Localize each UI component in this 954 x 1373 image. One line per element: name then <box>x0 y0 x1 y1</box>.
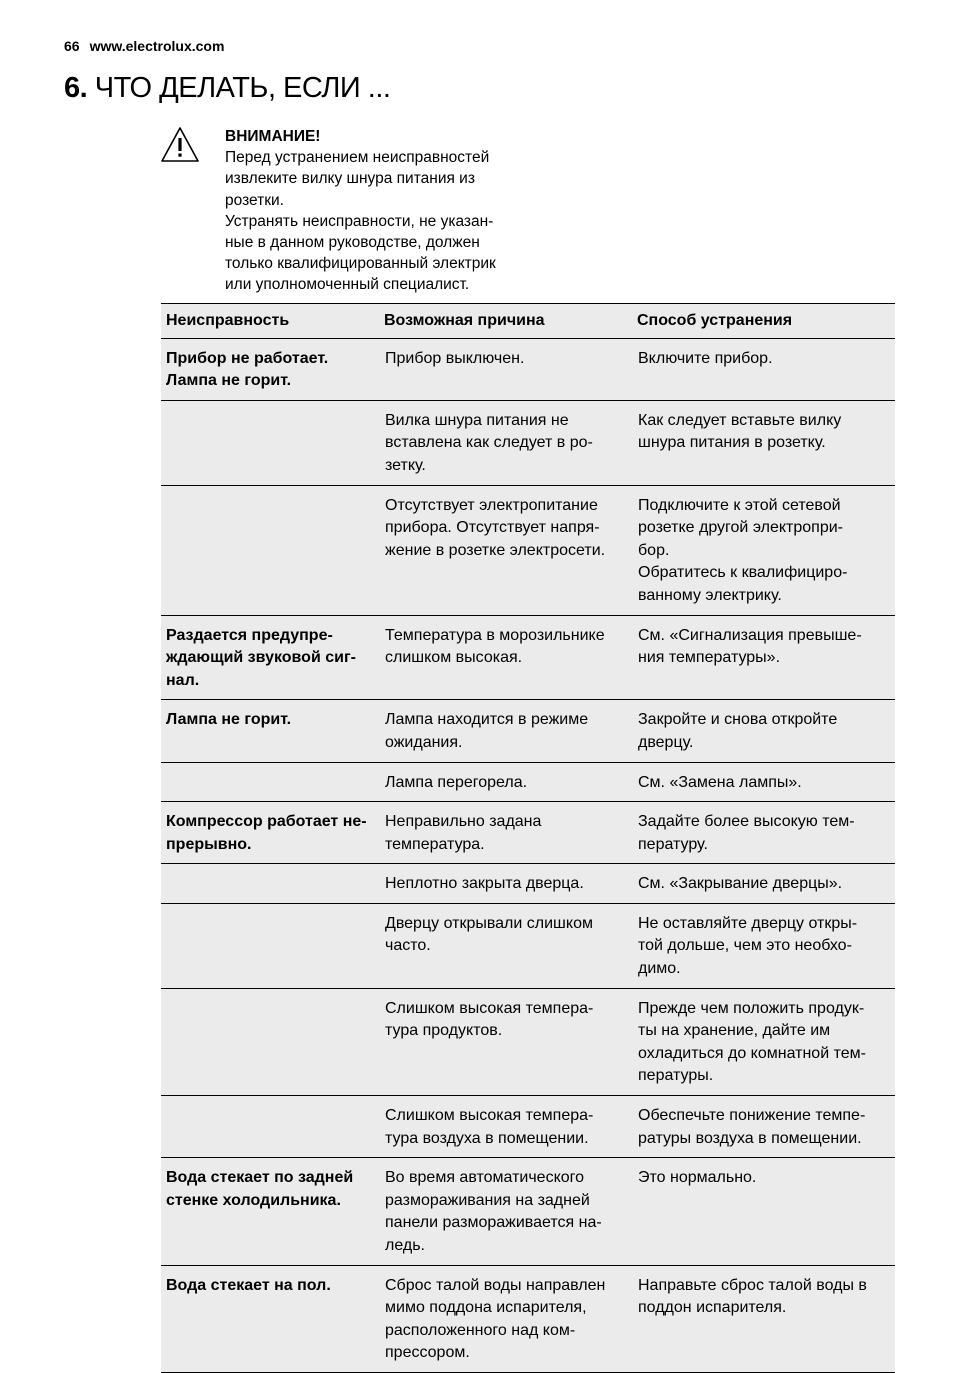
warning-paragraph <box>225 147 525 211</box>
cell-line: поддон испарителя. <box>638 1299 787 1317</box>
table-row <box>161 762 895 802</box>
cell-cause <box>379 338 632 400</box>
cell-cause <box>379 988 632 1095</box>
cell-line: зетку. <box>385 456 426 474</box>
cell-line: тура продуктов. <box>385 1022 503 1040</box>
cell-cause <box>379 700 632 762</box>
cell-line: прессором. <box>385 1344 470 1362</box>
cell-line: Слишком высокая темпера- <box>385 1107 594 1125</box>
cell-problem <box>161 903 379 988</box>
cell-problem <box>161 338 379 400</box>
table-row <box>161 485 895 615</box>
cell-line: стенке холодильника. <box>166 1191 341 1209</box>
cell-problem <box>161 762 379 802</box>
cell-cause <box>379 1096 632 1158</box>
warning-line: только квалифицированный электрик <box>225 255 496 273</box>
section-number: 6. <box>64 72 88 104</box>
cell-cause <box>379 762 632 802</box>
cell-cause <box>379 1158 632 1265</box>
table-row <box>161 864 895 904</box>
cell-line: См. «Замена лампы». <box>638 773 802 791</box>
cell-problem <box>161 400 379 485</box>
warning-line: или уполномоченный специалист. <box>225 276 470 294</box>
cell-problem <box>161 802 379 864</box>
cell-line: ждающий звуковой сиг- <box>166 649 356 667</box>
warning-text <box>225 126 525 296</box>
cell-line: вставлена как следует в ро- <box>385 434 593 452</box>
cell-solution <box>632 864 895 904</box>
cell-line: расположенного над ком- <box>385 1321 576 1339</box>
warning-paragraph <box>225 211 525 296</box>
table-row <box>161 1158 895 1265</box>
cell-line: Прежде чем положить продук- <box>638 999 865 1017</box>
cell-line: жение в розетке электросети. <box>385 541 606 559</box>
cell-line: Не оставляйте дверцу откры- <box>638 914 858 932</box>
cell-line: Подключите к этой сетевой <box>638 496 841 514</box>
cell-problem <box>161 1096 379 1158</box>
cell-line: Лампа перегорела. <box>385 773 528 791</box>
cell-line: Слишком высокая темпера- <box>385 999 594 1017</box>
cell-line: ледь. <box>385 1237 425 1254</box>
cell-problem <box>161 485 379 615</box>
warning-line: ные в данном руководстве, должен <box>225 234 480 252</box>
cell-line: Лампа не горит. <box>166 711 292 729</box>
cell-line: мимо поддона испарителя, <box>385 1299 587 1317</box>
cell-line: Направьте сброс талой воды в <box>638 1276 867 1294</box>
cell-solution <box>632 903 895 988</box>
cell-line: розетке другой электропри- <box>638 519 843 537</box>
cell-line: Как следует вставьте вилку <box>638 411 842 429</box>
warning-heading: ВНИМАНИЕ! <box>225 128 321 145</box>
cell-solution <box>632 485 895 615</box>
page-number: 66 <box>64 38 80 54</box>
table-body <box>161 338 895 1372</box>
cell-line: часто. <box>385 937 431 955</box>
section-title-text: ЧТО ДЕЛАТЬ, ЕСЛИ ... <box>94 72 391 104</box>
cell-solution <box>632 615 895 700</box>
warning-triangle-icon <box>160 126 200 164</box>
cell-line: Прибор не работает. <box>166 349 329 367</box>
cell-solution <box>632 1265 895 1372</box>
cell-line: Вилка шнура питания не <box>385 411 569 429</box>
header-problem: Неисправность <box>161 304 379 339</box>
cell-problem <box>161 615 379 700</box>
cell-cause <box>379 485 632 615</box>
warning-line: извлеките вилку шнура питания из <box>225 170 475 188</box>
table-row <box>161 700 895 762</box>
cell-line: слишком высокая. <box>385 649 523 667</box>
cell-line: той дольше, чем это необхо- <box>638 937 852 955</box>
cell-line: Закройте и снова откройте <box>638 711 838 729</box>
header-solution: Способ устранения <box>632 304 895 339</box>
cell-cause <box>379 1265 632 1372</box>
cell-problem <box>161 1265 379 1372</box>
cell-line: температура. <box>385 835 485 853</box>
cell-solution <box>632 400 895 485</box>
warning-line: Перед устранением неисправностей <box>225 149 490 167</box>
cell-line: панели размораживается на- <box>385 1214 602 1232</box>
cell-line: шнура питания в розетку. <box>638 434 826 452</box>
cell-problem <box>161 988 379 1095</box>
cell-line: Дверцу открывали слишком <box>385 914 593 932</box>
cell-solution <box>632 1096 895 1158</box>
website-link[interactable]: www.electrolux.com <box>89 38 225 54</box>
cell-problem <box>161 700 379 762</box>
header-cause: Возможная причина <box>379 304 632 339</box>
cell-line: Сброс талой воды направлен <box>385 1276 606 1294</box>
cell-line: Обратитесь к квалифициро- <box>638 564 848 582</box>
cell-line: Отсутствует электропитание <box>385 496 598 514</box>
cell-line: дверцу. <box>638 733 694 751</box>
cell-cause <box>379 615 632 700</box>
cell-line: Вода стекает по задней <box>166 1169 354 1187</box>
cell-line: пературы. <box>638 1067 714 1085</box>
table-row <box>161 802 895 864</box>
cell-problem <box>161 864 379 904</box>
cell-line: Неплотно закрыта дверца. <box>385 875 584 893</box>
cell-line: Температура в морозильнике <box>385 626 605 644</box>
cell-line: Неправильно задана <box>385 813 542 831</box>
cell-line: См. «Закрывание дверцы». <box>638 875 843 893</box>
troubleshooting-table <box>161 303 895 1373</box>
page-header <box>64 38 224 54</box>
cell-line: Во время автоматического <box>385 1169 585 1187</box>
cell-solution <box>632 802 895 864</box>
cell-problem <box>161 1158 379 1265</box>
cell-line: Задайте более высокую тем- <box>638 813 855 831</box>
cell-solution <box>632 762 895 802</box>
section-title <box>64 72 390 105</box>
cell-line: См. «Сигнализация превыше- <box>638 626 862 644</box>
cell-solution <box>632 700 895 762</box>
warning-line: Устранять неисправности, не указан- <box>225 212 494 230</box>
table-row <box>161 615 895 700</box>
cell-line: Обеспечьте понижение темпе- <box>638 1107 866 1125</box>
cell-line: ты на хранение, дайте им <box>638 1022 831 1040</box>
cell-line: Компрессор работает не- <box>166 813 367 831</box>
cell-line: пературу. <box>638 835 708 853</box>
cell-line: Раздается предупре- <box>166 626 333 644</box>
cell-line: прибора. Отсутствует напря- <box>385 519 600 537</box>
cell-cause <box>379 400 632 485</box>
cell-line: размораживания на задней <box>385 1191 590 1209</box>
table-row <box>161 903 895 988</box>
cell-line: ния температуры». <box>638 649 781 667</box>
cell-line: димо. <box>638 960 681 978</box>
cell-line: бор. <box>638 541 670 559</box>
cell-line: охладиться до комнатной тем- <box>638 1044 866 1062</box>
cell-cause <box>379 903 632 988</box>
cell-solution <box>632 988 895 1095</box>
cell-line: ратуры воздуха в помещении. <box>638 1129 862 1147</box>
cell-line: Вода стекает на пол. <box>166 1276 331 1294</box>
table-row <box>161 1265 895 1372</box>
cell-line: Лампа находится в режиме <box>385 711 589 729</box>
cell-line: Прибор выключен. <box>385 349 525 367</box>
cell-line: Это нормально. <box>638 1169 757 1187</box>
cell-line: прерывно. <box>166 835 252 853</box>
warning-line: розетки. <box>225 191 284 209</box>
table-row <box>161 400 895 485</box>
cell-cause <box>379 864 632 904</box>
cell-line: нал. <box>166 671 200 689</box>
cell-line: тура воздуха в помещении. <box>385 1129 589 1147</box>
table-row <box>161 1096 895 1158</box>
table-row <box>161 988 895 1095</box>
table-header-row <box>161 304 895 339</box>
cell-solution <box>632 338 895 400</box>
cell-line: ожидания. <box>385 733 463 751</box>
cell-cause <box>379 802 632 864</box>
cell-line: Лампа не горит. <box>166 372 292 390</box>
cell-solution <box>632 1158 895 1265</box>
table-row <box>161 338 895 400</box>
cell-line: Включите прибор. <box>638 349 773 367</box>
cell-line: ванному электрику. <box>638 586 782 604</box>
